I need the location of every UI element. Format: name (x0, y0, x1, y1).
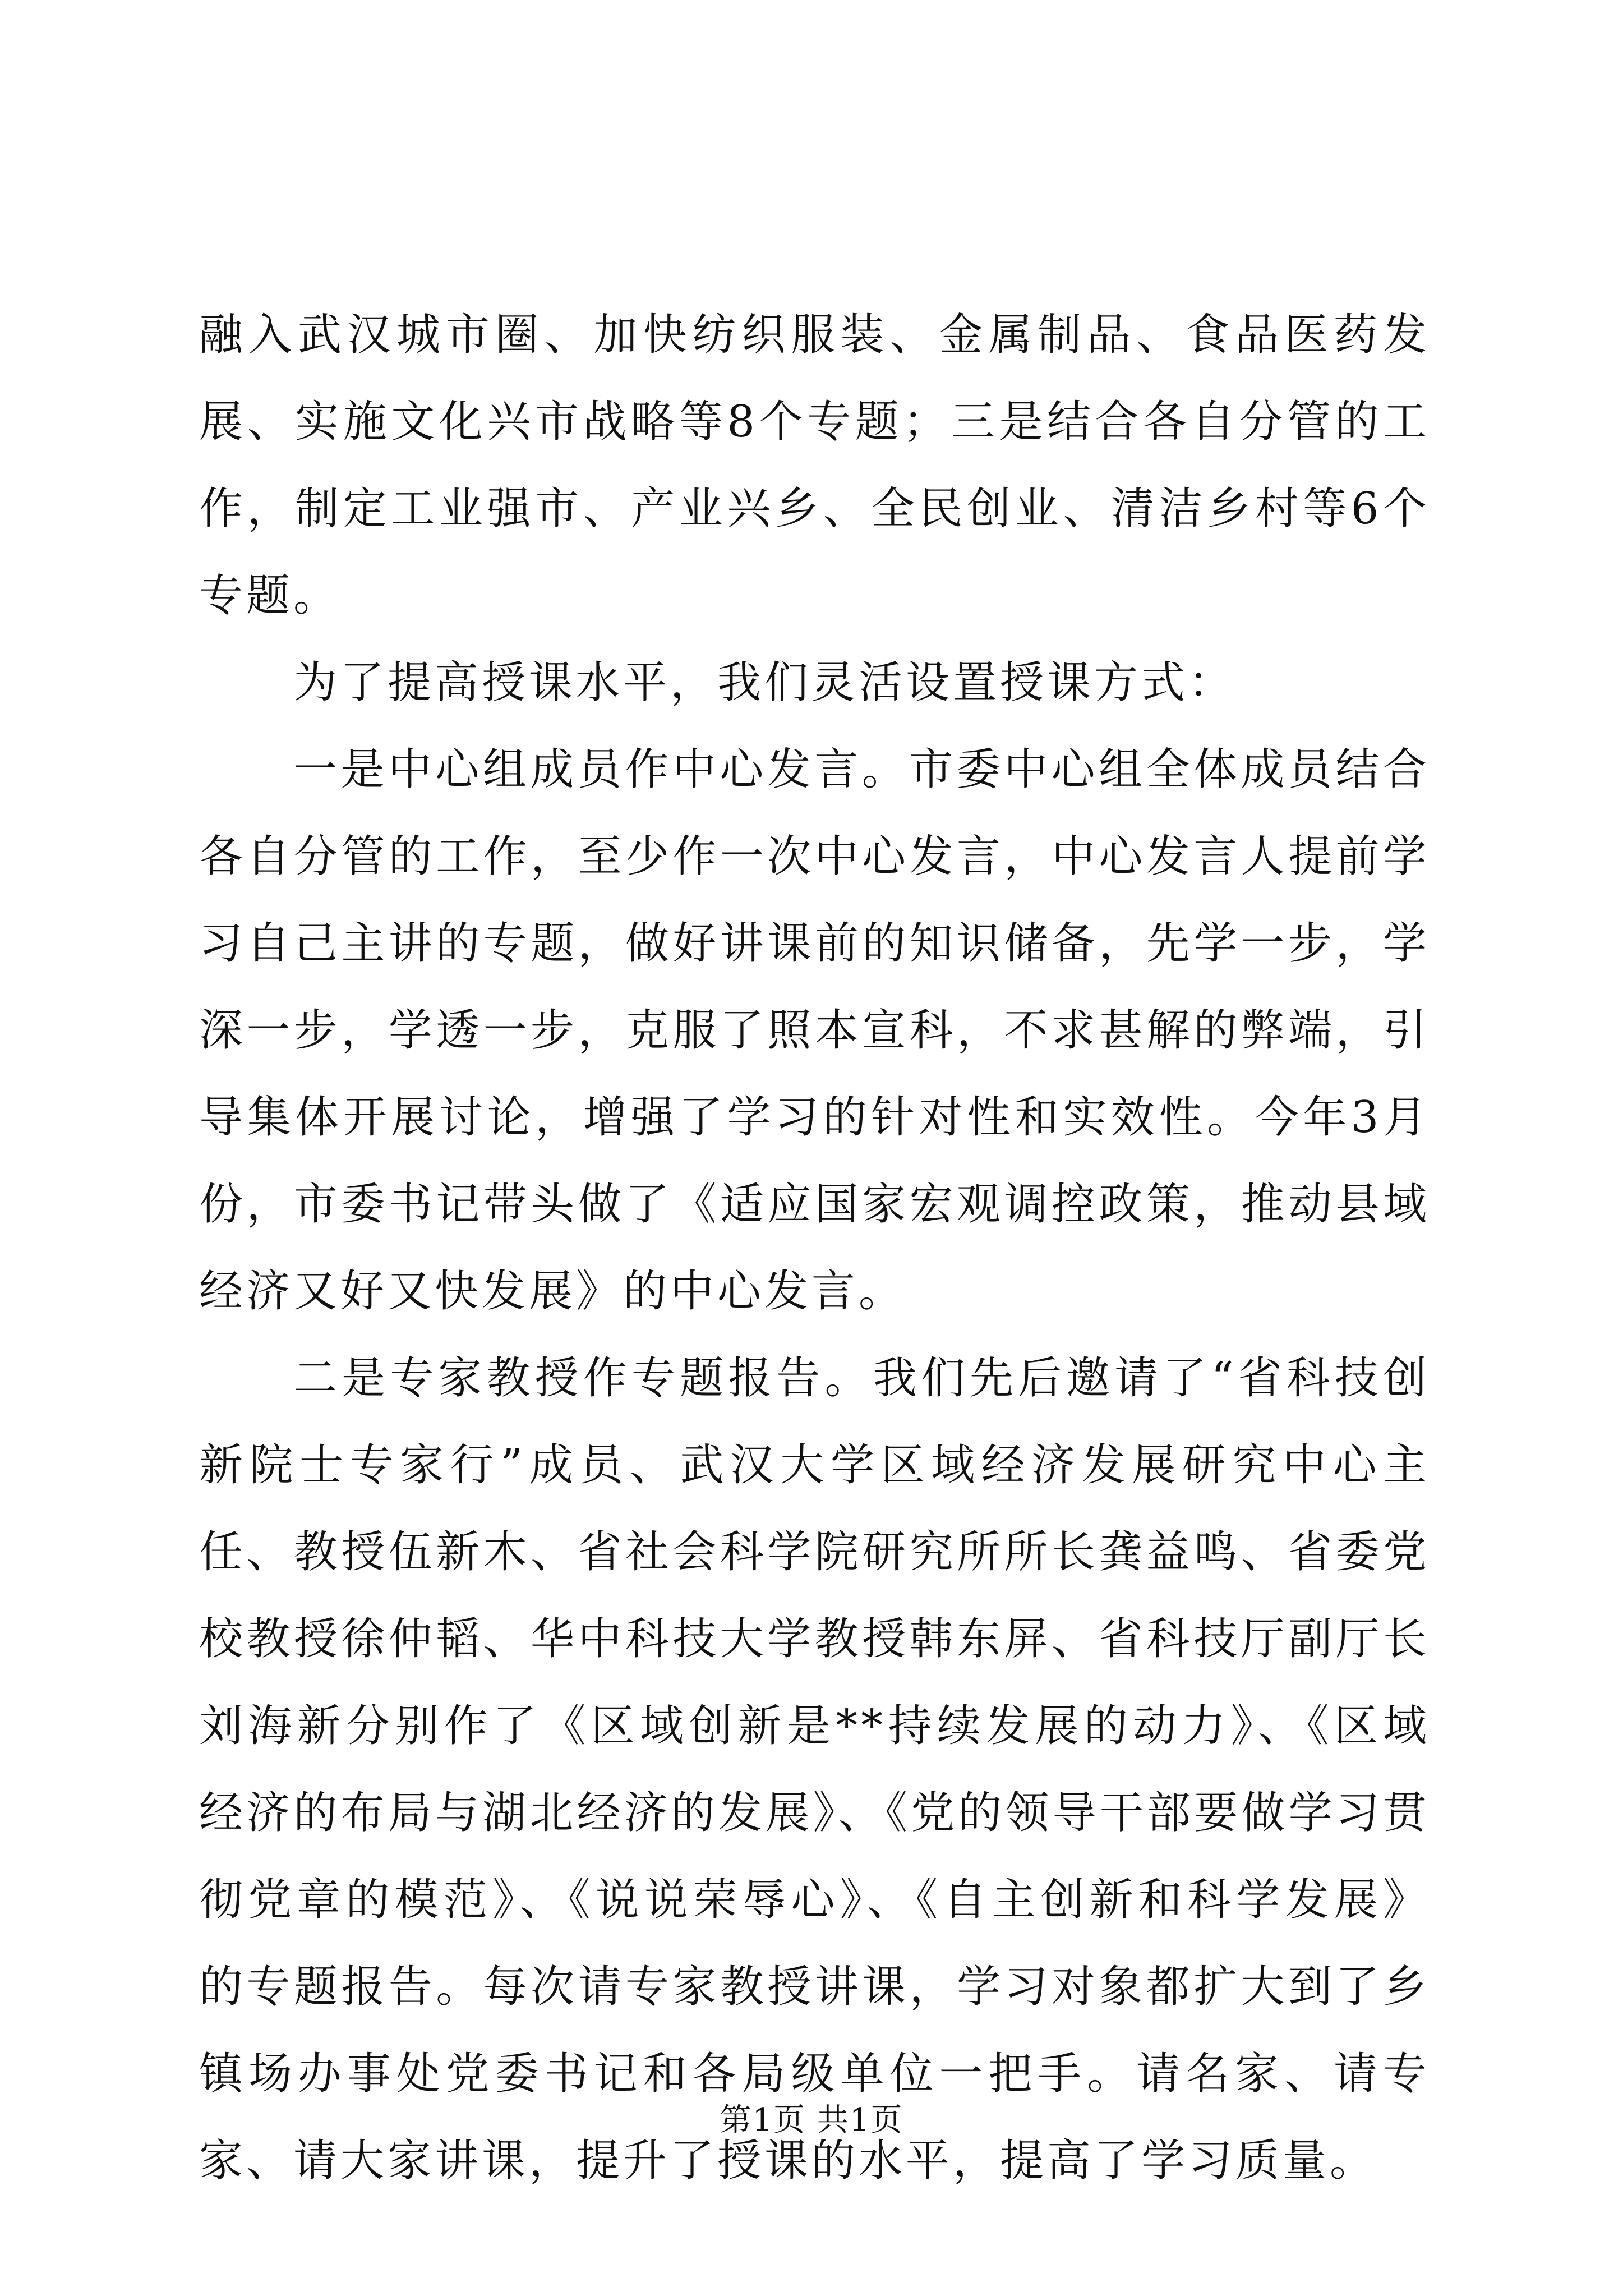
paragraph-continuation: 融入武汉城市圈、加快纺织服装、金属制品、食品医药发展、实施文化兴市战略等8个专题；三是结合各自分管的工作，制定工业强市、产业兴乡、全民创业、清洁乡村等6个专题。 (199, 310, 1430, 621)
paragraph-teaching-methods-intro: 为了提高授课水平，我们灵活设置授课方式： (293, 657, 1236, 708)
page-footer: 第1页 共1页 (720, 2102, 903, 2138)
document-body (199, 292, 1430, 2205)
paragraph-method-two: 二是专家教授作专题报告。我们先后邀请了“省科技创新院士专家行”成员、武汉大学区域经济发展研究中心主任、教授伍新木、省社会科学院研究所所长龚益鸣、省委党校教授徐仲韬、华中科技大学教授韩东屏、省科技厅副厅长刘海新分别作了《区域创新是**持续发展的动力》、《区域经济的布局与湖北经济的发展》、《党的领导干部要做学习贯彻党章的模范》、《说说荣辱心》、《自主创新和科学发展》的专题报告。每次请专家教授讲课，学习对象都扩大到了乡镇场办事处党委书记和各局级单位一把手。请名家、请专家、请大家讲课，提升了授课的水平，提高了学习质量。 (199, 1353, 1430, 2186)
paragraph-method-one: 一是中心组成员作中心发言。市委中心组全体成员结合各自分管的工作，至少作一次中心发言，中心发言人提前学习自己主讲的专题，做好讲课前的知识储备，先学一步，学深一步，学透一步，克服了照本宣科，不求甚解的弊端，引导集体开展讨论，增强了学习的针对性和实效性。今年3月份，市委书记带头做了《适应国家宏观调控政策，推动县域经济又好又快发展》的中心发言。 (199, 744, 1430, 1317)
